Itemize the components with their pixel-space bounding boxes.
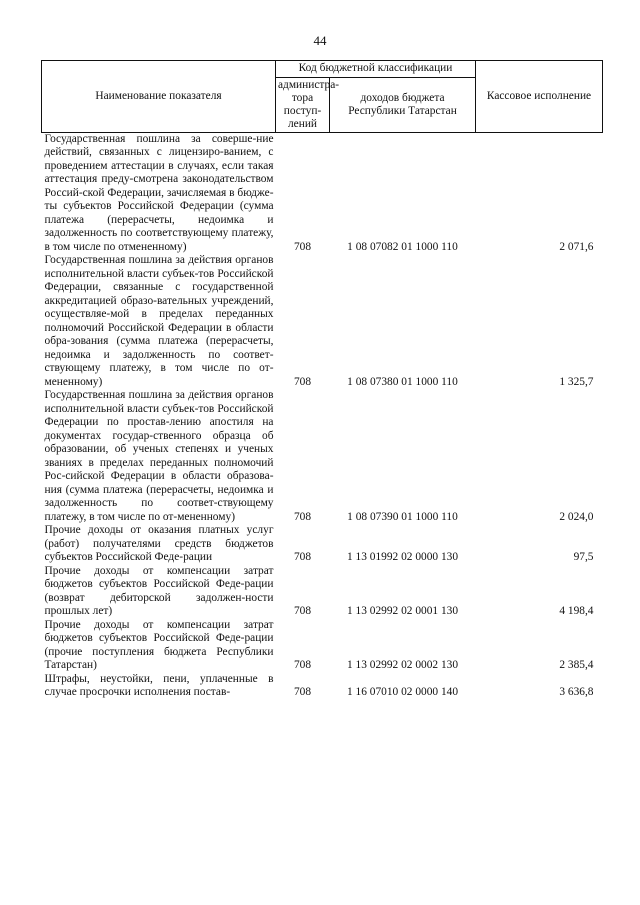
row-admin-code: 708 <box>293 375 312 388</box>
row-income-code: 1 13 02992 02 0002 130 <box>346 659 459 671</box>
table-row <box>42 565 603 619</box>
row-name: Государственная пошлина за действия органов исполнительной власти субъек-тов Российской Федерации, связанные с государственной аккредитацией образо-вательных учреждений, осуществляе-мой в пределах переданных полномочий Российской Федерации в области обра-зования (сумма платежа (перерасчеты, недоимка и задолженность по соответ-ствующему платежу, в том числе по от-мененному) <box>44 254 274 388</box>
row-income-code: 1 13 02992 02 0001 130 <box>346 605 459 617</box>
row-admin-code: 708 <box>293 686 312 698</box>
row-name: Прочие доходы от компенсации затрат бюджетов субъектов Российской Феде-рации (прочие поступления бюджета Республики Татарстан) <box>44 618 274 671</box>
table-row <box>42 389 603 524</box>
row-name: Государственная пошлина за действия органов исполнительной власти субъек-тов Российской Федерации по простав-лению апостиля на документах государ-ственного образца об образовании, об ученых степенях и ученых званиях в пределах переданных полномочий Рос-сийской Федерации в области образова-ния (сумма платежа (перерасчеты, недоимка и задолженность по соответ-ствующему платежу, в том числе по от-мененному) <box>44 389 274 523</box>
table-row <box>42 673 603 700</box>
table-row <box>42 254 603 389</box>
row-name: Штрафы, неустойки, пени, уплаченные в случае просрочки исполнения постав- <box>44 672 274 698</box>
row-admin-code: 708 <box>293 605 312 617</box>
row-execution: 2 071,6 <box>559 240 594 253</box>
row-execution: 97,5 <box>573 551 594 563</box>
row-income-code: 1 16 07010 02 0000 140 <box>346 686 459 698</box>
header-income: доходов бюджета Республики Татарстан <box>330 77 476 132</box>
row-execution: 4 198,4 <box>559 605 594 617</box>
row-execution: 2 385,4 <box>559 659 594 671</box>
row-income-code: 1 13 01992 02 0000 130 <box>346 551 459 563</box>
row-name: Прочие доходы от оказания платных услуг (работ) получателями средств бюджетов субъектов Российской Феде-рации <box>44 524 274 563</box>
page-number: 44 <box>313 33 327 48</box>
table-row <box>42 132 603 254</box>
table-row <box>42 619 603 673</box>
row-income-code: 1 08 07380 01 1000 110 <box>347 375 458 388</box>
row-income-code: 1 08 07390 01 1000 110 <box>347 510 458 523</box>
budget-revenue-table <box>41 60 603 700</box>
header-admin: администра-тора поступ-лений <box>276 77 330 132</box>
row-execution: 3 636,8 <box>559 686 594 698</box>
row-name: Государственная пошлина за соверше-ние действий, связанных с лицензиро-ванием, с проведением аттестации в случаях, если такая аттестация преду-смотрена законодательством Россий-ской Федерации, зачисляемая в бюдже-ты субъектов Российской Федерации (сумма платежа (перерасчеты, недоимка и задолженность по соответствующему платежу, в том числе по отмененному) <box>44 132 274 253</box>
row-execution: 1 325,7 <box>559 375 594 388</box>
header-execution: Кассовое исполнение <box>476 61 603 133</box>
row-admin-code: 708 <box>293 659 312 671</box>
table-row <box>42 524 603 565</box>
row-admin-code: 708 <box>293 551 312 563</box>
row-admin-code: 708 <box>293 510 312 523</box>
row-income-code: 1 08 07082 01 1000 110 <box>347 240 458 253</box>
row-name: Прочие доходы от компенсации затрат бюджетов субъектов Российской Феде-рации (возврат дебиторской задолжен-ности прошлых лет) <box>44 564 274 617</box>
header-code-group: Код бюджетной классификации <box>276 61 476 78</box>
row-execution: 2 024,0 <box>559 510 594 523</box>
header-name: Наименование показателя <box>42 61 276 133</box>
row-admin-code: 708 <box>293 240 312 253</box>
